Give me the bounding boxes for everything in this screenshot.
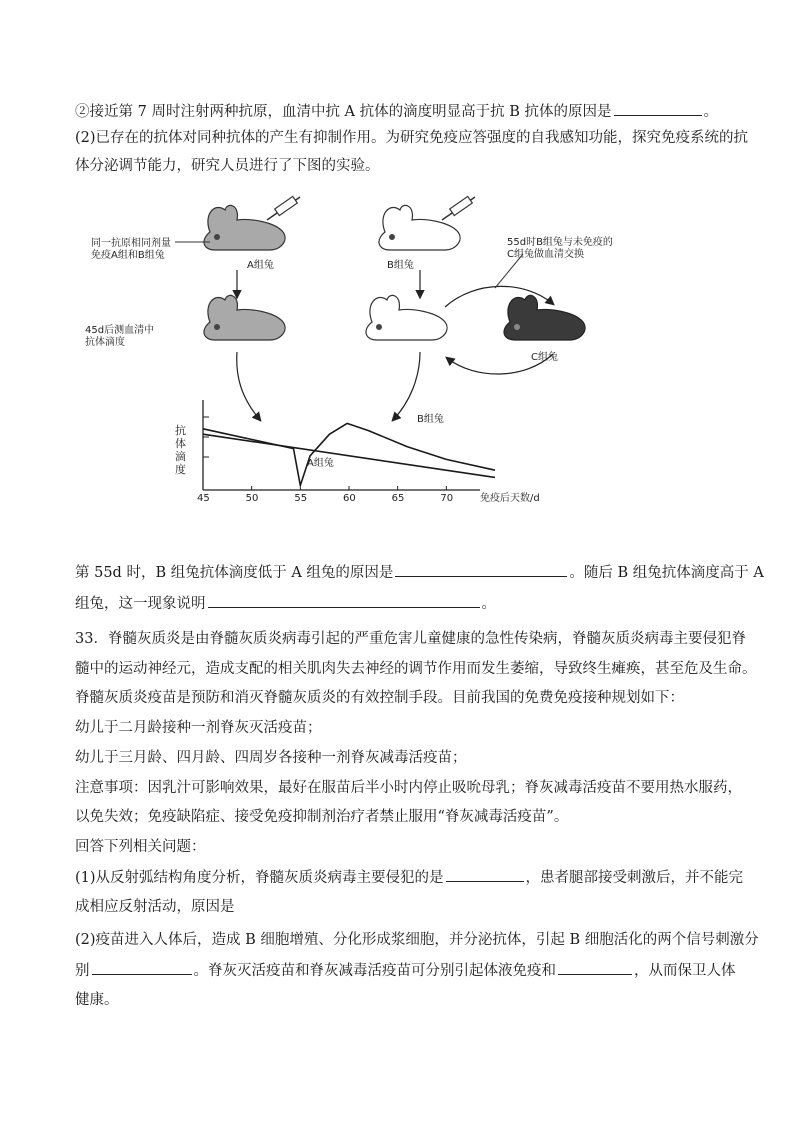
question-line-9: 幼儿于二月龄接种一剂脊灰灭活疫苗； <box>75 720 322 736</box>
text-l17a: 别 <box>75 963 90 979</box>
answer-blank[interactable] <box>558 960 632 975</box>
question-line-7: 髓中的运动神经元，造成支配的相关肌肉失去神经的调节作用而发生萎缩，导致终生瘫痪，甚至危及生命。 <box>75 661 757 677</box>
text-l14a: (1)从反射弧结构角度分析，脊髓灰质炎病毒主要侵犯的是 <box>75 870 444 886</box>
x-tick-label: 45 <box>197 493 210 504</box>
question-line-2: (2)已存在的抗体对同种抗体的产生有抑制作用。为研究免疫应答强度的自我感知功能，探究免疫系统的抗 <box>75 130 749 146</box>
text-l4a: 第 55d 时，B 组兔抗体滴度低于 A 组兔的原因是 <box>75 565 394 581</box>
series-label-b: B组兔 <box>417 414 444 425</box>
answer-blank[interactable] <box>92 960 192 975</box>
text-l17b: 。脊灰灭活疫苗和脊灰减毒活疫苗可分别引起体液免疫和 <box>193 963 556 979</box>
experiment-figure <box>75 192 725 532</box>
rabbit-b-icon <box>379 205 460 250</box>
question-line-8: 脊髓灰质炎疫苗是预防和消灭脊髓灰质炎的有效控制手段。目前我国的免费免疫接种规划如下： <box>75 690 684 706</box>
x-tick-label: 60 <box>343 493 356 504</box>
question-line-13: 回答下列相关问题： <box>75 839 206 855</box>
label-b-rabbit: B组兔 <box>387 260 414 271</box>
rabbit-c-icon <box>504 295 585 340</box>
label-measure: 45d后测血清中抗体滴度 <box>85 325 155 348</box>
text-l14b: ，患者腿部接受刺激后，并不能完 <box>525 870 744 886</box>
figure-svg <box>75 192 725 532</box>
rabbit-a-measured-icon <box>204 295 285 340</box>
x-tick-label: 50 <box>245 493 259 504</box>
question-line-6: 33．脊髓灰质炎是由脊髓灰质炎病毒引起的严重危害儿童健康的急性传染病，脊髓灰质炎病毒主要侵犯脊 <box>75 631 746 647</box>
answer-blank[interactable] <box>395 562 567 577</box>
rabbit-b-exchange-icon <box>366 295 447 340</box>
question-line-10: 幼儿于三月龄、四月龄、四周岁各接种一剂脊灰减毒活疫苗； <box>75 750 467 766</box>
question-line-5 <box>75 593 496 614</box>
series-line-a <box>203 434 495 477</box>
x-tick-label: 55 <box>294 493 308 504</box>
label-exchange: 55d时B组兔与未免疫的C组兔做血清交换 <box>507 237 613 260</box>
question-line-16: (2)疫苗进入人体后，造成 B 细胞增殖、分化形成浆细胞，并分泌抗体，引起 B 细胞活化的两个信号刺激分 <box>75 932 759 948</box>
x-tick-label: 70 <box>440 493 454 504</box>
series-line-b <box>203 423 495 485</box>
text-l1b: 。 <box>703 104 719 120</box>
question-line-15: 成相应反射活动，原因是 <box>75 899 235 915</box>
label-a-rabbit: A组兔 <box>247 260 274 271</box>
text-l5b: 。 <box>481 596 496 612</box>
question-line-18: 健康。 <box>75 992 119 1008</box>
chart-xlabel: 免疫后天数/d <box>480 493 540 504</box>
question-line-12: 以免失效；免疫缺陷症、接受免疫抑制剂治疗者禁止服用“脊灰减毒活疫苗”。 <box>75 809 569 825</box>
text-l1a: ②接近第 7 周时注射两种抗原，血清中抗 A 抗体的滴度明显高于抗 B 抗体的原因是 <box>75 104 612 120</box>
answer-blank[interactable] <box>614 101 702 116</box>
question-line-1 <box>75 101 718 122</box>
question-line-14 <box>75 867 743 888</box>
syringe-icon-b <box>442 196 475 220</box>
chart-ylabel: 抗体滴度 <box>175 424 186 476</box>
syringe-icon-a <box>267 196 300 220</box>
question-line-3: 体分泌调节能力，研究人员进行了下图的实验。 <box>75 158 380 174</box>
label-inject: 同一抗原相同剂量免疫A组和B组兔 <box>91 238 171 261</box>
x-tick-label: 65 <box>391 493 405 504</box>
question-line-17 <box>75 960 736 981</box>
answer-blank[interactable] <box>446 867 524 882</box>
question-line-11: 注意事项：因乳汁可影响效果，最好在服苗后半小时内停止吸吮母乳；脊灰减毒活疫苗不要用热水服药， <box>75 780 742 796</box>
rabbit-a-icon <box>204 205 285 250</box>
question-line-4 <box>75 562 764 583</box>
text-l17c: ，从而保卫人体 <box>634 963 736 979</box>
label-c-rabbit: C组兔 <box>531 352 558 363</box>
answer-blank[interactable] <box>208 593 480 608</box>
text-l4b: 。随后 B 组兔抗体滴度高于 A <box>569 565 764 581</box>
text-l5a: 组兔，这一现象说明 <box>75 596 206 612</box>
series-label-a: A组兔 <box>307 458 334 469</box>
